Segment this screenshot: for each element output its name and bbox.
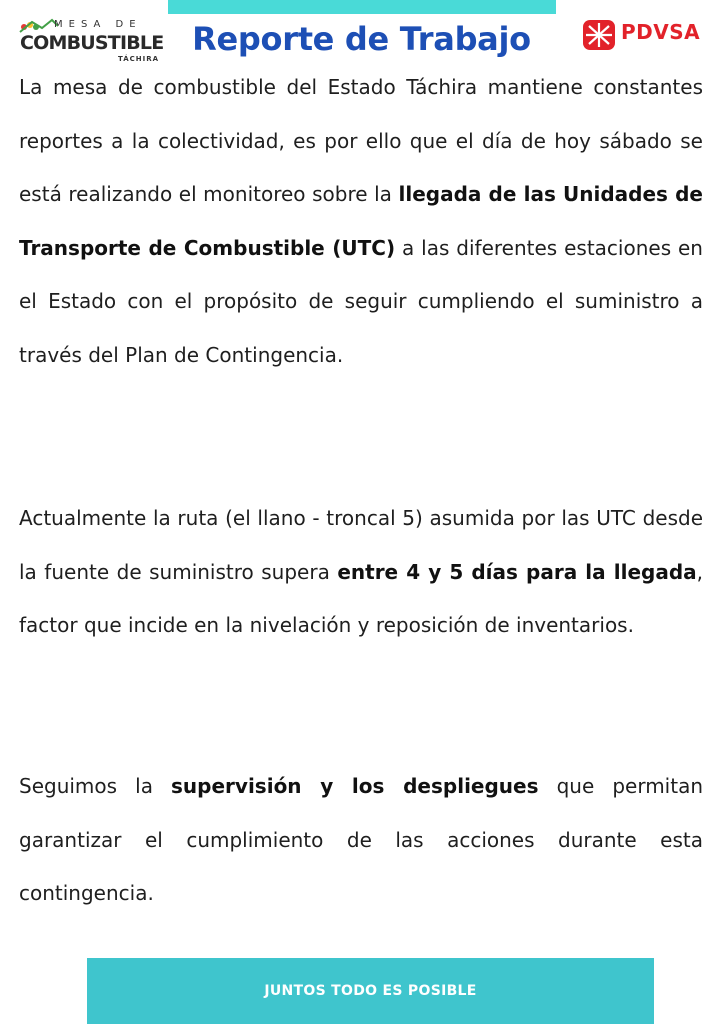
paragraph-2 (19, 492, 703, 653)
paragraph-3 (19, 760, 703, 921)
paragraph-1 (19, 61, 703, 382)
pdvsa-logo (581, 18, 713, 52)
page-title: Reporte de Trabajo (192, 20, 531, 58)
p1-text-2: a las diferentes estaciones en el Estado con el propósito de seguir cumpliendo el suministro a través del Plan de Contingencia. (19, 235, 703, 367)
p3-text-2: que permitan garantizar el cumplimiento de las acciones durante esta contingencia. (19, 774, 704, 905)
p1-text-1: La mesa de combustible del Estado Táchira mantiene constantes reportes a la colectividad, es por ello que el día de hoy sábado se está realizando el monitoreo sobre la (19, 75, 703, 206)
logo-line-combustible: COMBUSTIBLE (20, 32, 164, 54)
footer-banner (87, 958, 654, 1024)
pdvsa-sun-icon (581, 18, 617, 52)
logo-line-tachira: TÁCHIRA (118, 55, 160, 63)
p1-bold-1: llegada de las Unidades de Transporte de Combustible (UTC) (19, 182, 703, 260)
p3-text-1: Seguimos la (19, 774, 172, 798)
p2-text-1: Actualmente la ruta (el llano - troncal 5) asumida por las UTC desde la fuente de suministro supera (19, 506, 703, 584)
footer-slogan: JUNTOS TODO ES POSIBLE (264, 983, 477, 999)
top-accent-bar (168, 0, 556, 14)
p3-bold-1: supervisión y los despliegues (171, 774, 539, 798)
p2-text-2: , factor que incide en la nivelación y reposición de inventarios. (19, 559, 703, 637)
logo-line-mesa: MESA DE (54, 19, 142, 30)
pdvsa-wordmark: PDVSA (621, 20, 701, 44)
p2-bold-1: entre 4 y 5 días para la llegada (337, 559, 697, 584)
